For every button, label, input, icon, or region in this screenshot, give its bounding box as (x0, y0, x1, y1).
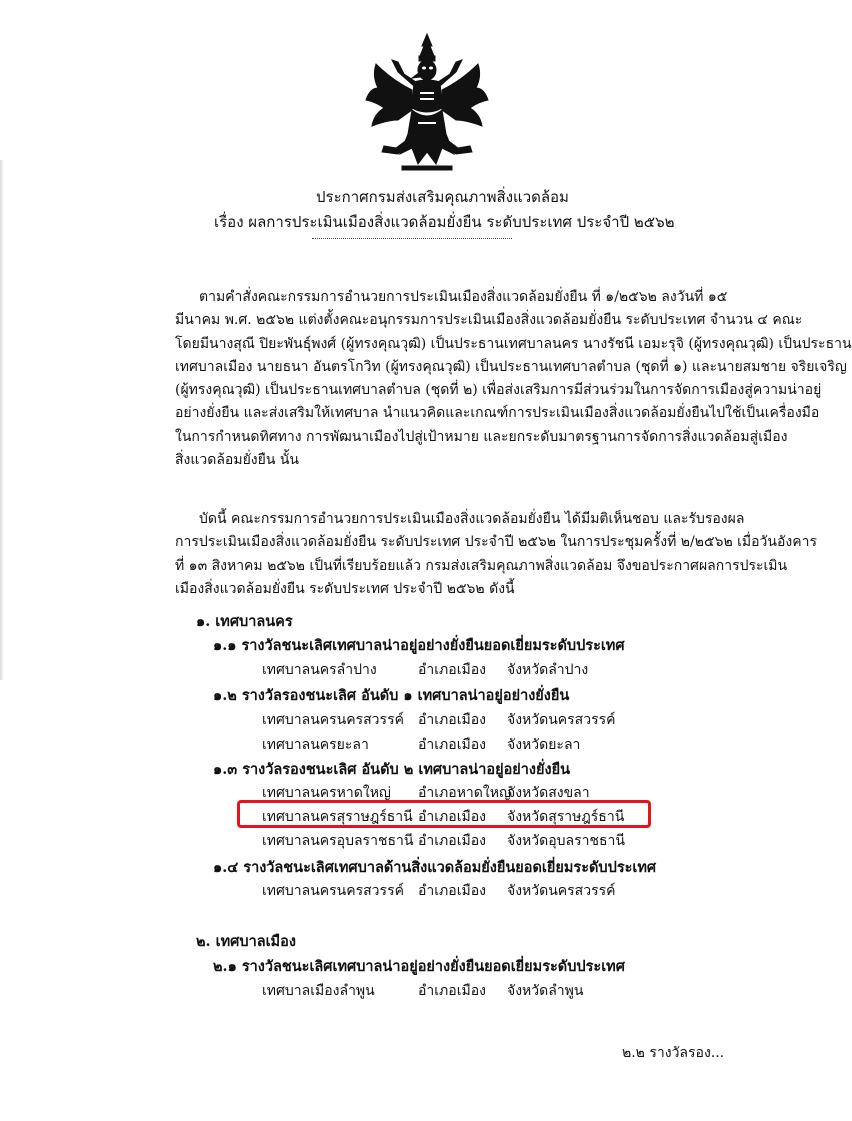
province-name: จังหวัดอุบลราชธานี (507, 833, 625, 849)
district-name: อำเภอเมือง (418, 737, 486, 753)
document-title: ประกาศกรมส่งเสริมคุณภาพสิ่งแวดล้อม (316, 188, 569, 206)
municipality-name: เทศบาลนครนครสวรรค์ (262, 712, 404, 728)
highlight-box (237, 800, 651, 828)
paragraph-line: ที่ ๑๓ สิงหาคม ๒๕๖๒ เป็นที่เรียบร้อยแล้ว กรมส่งเสริมคุณภาพสิ่งแวดล้อม จึงขอประกาศผลการประเมิน (175, 557, 788, 574)
province-name: จังหวัดนครสวรรค์ (507, 883, 616, 899)
municipality-name: เทศบาลเมืองลำพูน (262, 983, 375, 999)
paragraph-order (175, 286, 852, 472)
garuda-emblem-icon (362, 30, 492, 180)
province-name: จังหวัดสุราษฎร์ธานี (507, 809, 625, 825)
district-name: อำเภอเมือง (418, 809, 486, 825)
paragraph-line: บัดนี้ คณะกรรมการอำนวยการประเมินเมืองสิ่งแวดล้อมยั่งยืน ได้มีมติเห็นชอบ และรับรองผล (199, 511, 745, 527)
paragraph-line: สิ่งแวดล้อมยั่งยืน นั้น (175, 452, 299, 469)
paragraph-line: อย่างยั่งยืน และส่งเสริมให้เทศบาล นำแนวคิดและเกณฑ์การประเมินเมืองสิ่งแวดล้อมยั่งยืนไปใช้เป็นเครื่องมือ (175, 405, 820, 422)
award-heading: ๑.๒ รางวัลรองชนะเลิศ อันดับ ๑ เทศบาลน่าอยู่อย่างยั่งยืน (213, 687, 570, 704)
province-name: จังหวัดยะลา (507, 737, 581, 753)
paragraph-line: มีนาคม พ.ศ. ๒๕๖๒ แต่งตั้งคณะอนุกรรมการประเมินเมืองสิ่งแวดล้อมยั่งยืน ระดับประเทศ จำนวน ๔ คณะ (175, 312, 803, 329)
award-heading: ๑.๓ รางวัลรองชนะเลิศ อันดับ ๒ เทศบาลน่าอยู่อย่างยั่งยืน (213, 761, 570, 778)
award-heading: ๒.๑ รางวัลชนะเลิศเทศบาลน่าอยู่อย่างยั่งยืนยอดเยี่ยมระดับประเทศ (213, 958, 625, 975)
district-name: อำเภอหาดใหญ่ (418, 785, 511, 801)
province-name: จังหวัดลำพูน (507, 983, 584, 999)
page-edge-shadow (0, 160, 4, 680)
title-divider (312, 238, 512, 239)
province-name: จังหวัดสงขลา (507, 785, 590, 801)
award-heading: ๑.๔ รางวัลชนะเลิศเทศบาลด้านสิ่งแวดล้อมยั่งยืนยอดเยี่ยมระดับประเทศ (213, 859, 657, 876)
province-name: จังหวัดนครสวรรค์ (507, 712, 616, 728)
paragraph-line: โดยมีนางสุณี ปิยะพันธุ์พงศ์ (ผู้ทรงคุณวุฒิ) เป็นประธานเทศบาลนคร นางรัชนี เอมะรุจิ (ผู้ทรงคุณวุฒิ) เป็นประธาน (175, 335, 852, 352)
municipality-name: เทศบาลนครนครสวรรค์ (262, 883, 404, 899)
paragraph-line: เทศบาลเมือง นายธนา อันตรโกวิท (ผู้ทรงคุณวุฒิ) เป็นประธานเทศบาลตำบล (ชุดที่ ๑) และนายสมชาย จริยเจริญ (175, 358, 847, 375)
paragraph-line: (ผู้ทรงคุณวุฒิ) เป็นประธานเทศบาลตำบล (ชุดที่ ๒) เพื่อส่งเสริมการมีส่วนร่วมในการจัดการเมืองสู่ความน่าอยู่ (175, 382, 822, 399)
district-name: อำเภอเมือง (418, 662, 486, 678)
municipality-name: เทศบาลนครลำปาง (262, 662, 377, 678)
document-subject: เรื่อง ผลการประเมินเมืองสิ่งแวดล้อมยั่งยืน ระดับประเทศ ประจำปี ๒๕๖๒ (214, 213, 675, 231)
paragraph-line: ในการกำหนดทิศทาง การพัฒนาเมืองไปสู่เป้าหมาย และยกระดับมาตรฐานการจัดการสิ่งแวดล้อมสู่เมือง (175, 428, 788, 445)
paragraph-announcement (175, 508, 817, 601)
municipality-name: เทศบาลนครสุราษฎร์ธานี (262, 809, 413, 825)
municipality-name: เทศบาลนครหาดใหญ่ (262, 785, 391, 801)
municipality-name: เทศบาลนครอุบลราชธานี (262, 833, 414, 849)
district-name: อำเภอเมือง (418, 833, 486, 849)
section-heading: ๒. เทศบาลเมือง (196, 933, 296, 950)
district-name: อำเภอเมือง (418, 883, 486, 899)
paragraph-line: เมืองสิ่งแวดล้อมยั่งยืน ระดับประเทศ ประจำปี ๒๕๖๒ ดังนี้ (175, 580, 515, 597)
award-heading: ๑.๑ รางวัลชนะเลิศเทศบาลน่าอยู่อย่างยั่งยืนยอดเยี่ยมระดับประเทศ (213, 637, 625, 654)
paragraph-line: การประเมินเมืองสิ่งแวดล้อมยั่งยืน ระดับประเทศ ประจำปี ๒๕๖๒ ในการประชุมครั้งที่ ๒/๒๕๖๒ เมื่อวันอังคาร (175, 534, 817, 551)
page-continuation: ๒.๒ รางวัลรอง... (622, 1045, 725, 1061)
province-name: จังหวัดลำปาง (507, 662, 589, 678)
paragraph-line: ตามคำสั่งคณะกรรมการอำนวยการประเมินเมืองสิ่งแวดล้อมยั่งยืน ที่ ๑/๒๕๖๒ ลงวันที่ ๑๕ (199, 289, 728, 305)
district-name: อำเภอเมือง (418, 712, 486, 728)
municipality-name: เทศบาลนครยะลา (262, 737, 369, 753)
section-heading: ๑. เทศบาลนคร (196, 613, 293, 630)
district-name: อำเภอเมือง (418, 983, 486, 999)
